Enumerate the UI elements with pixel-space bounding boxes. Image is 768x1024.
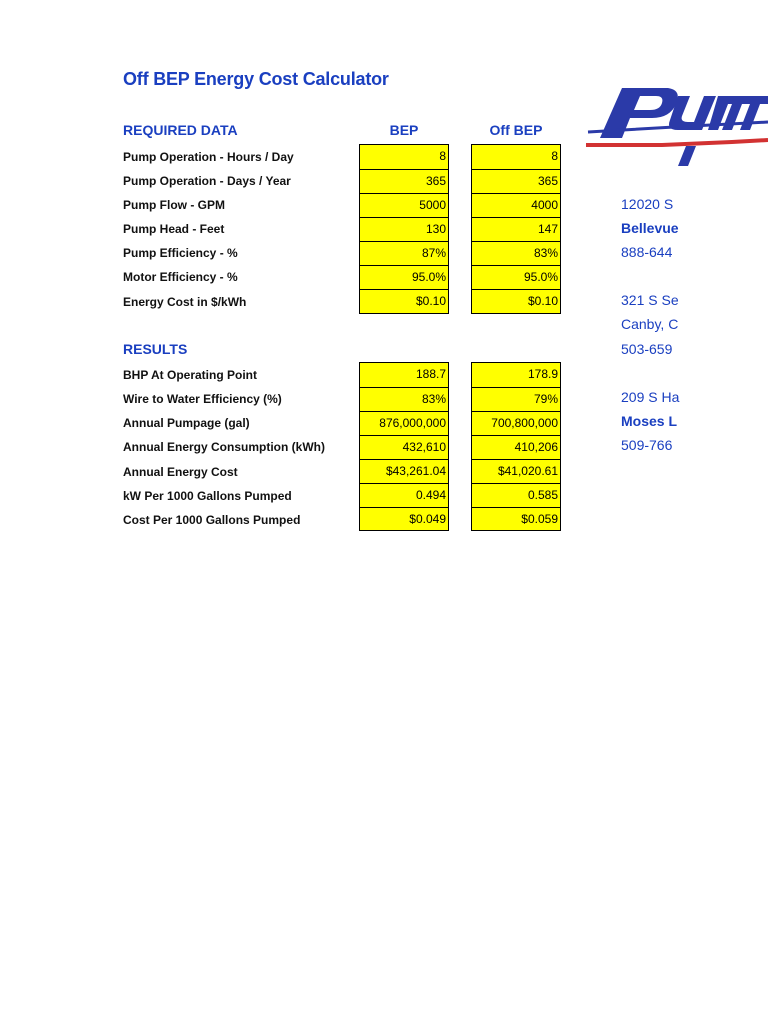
bep-annual-energy-cell: 432,610 [360,435,448,459]
bep-flow-cell[interactable]: 5000 [360,193,448,217]
bep-head-cell[interactable]: 130 [360,217,448,241]
off-bep-annual-cost-cell: $41,020.61 [472,459,560,483]
off-bep-head-cell[interactable]: 147 [472,217,560,241]
required-data-heading: REQUIRED DATA [123,122,238,138]
off-bep-flow-cell[interactable]: 4000 [472,193,560,217]
off-bep-input-column [471,144,561,314]
row-label: Pump Flow - GPM [123,198,225,212]
off-bep-bhp-cell: 178.9 [472,363,560,387]
address-1-line-2: Bellevue [621,220,679,236]
result-label: Annual Energy Cost [123,465,238,479]
off-bep-results-column [471,362,561,531]
address-3-phone: 509-766 [621,437,673,453]
off-bep-energy-cost-cell[interactable]: $0.10 [472,289,560,313]
bep-kw-per-1000-cell: 0.494 [360,483,448,507]
off-bep-motor-efficiency-cell[interactable]: 95.0% [472,265,560,289]
off-bep-hours-cell[interactable]: 8 [472,145,560,169]
result-label: BHP At Operating Point [123,368,258,382]
row-label: Pump Head - Feet [123,222,225,236]
address-2-phone: 503-659 [621,341,673,357]
bep-pump-efficiency-cell[interactable]: 87% [360,241,448,265]
bep-bhp-cell: 188.7 [360,363,448,387]
result-label: Annual Energy Consumption (kWh) [123,440,325,454]
bep-annual-pumpage-cell: 876,000,000 [360,411,448,435]
bep-days-cell[interactable]: 365 [360,169,448,193]
bep-motor-efficiency-cell[interactable]: 95.0% [360,265,448,289]
row-label: Energy Cost in $/kWh [123,295,247,309]
off-bep-annual-pumpage-cell: 700,800,000 [472,411,560,435]
off-bep-kw-per-1000-cell: 0.585 [472,483,560,507]
bep-column-header: BEP [389,122,419,138]
page-title: Off BEP Energy Cost Calculator [123,69,389,89]
bep-results-column [359,362,449,531]
address-1-phone: 888-644 [621,244,673,260]
result-label: Wire to Water Efficiency (%) [123,392,282,406]
company-logo-icon [582,82,768,172]
off-bep-cost-per-1000-cell: $0.059 [472,507,560,530]
bep-cost-per-1000-cell: $0.049 [360,507,448,530]
bep-annual-cost-cell: $43,261.04 [360,459,448,483]
result-label: Cost Per 1000 Gallons Pumped [123,513,301,527]
off-bep-days-cell[interactable]: 365 [472,169,560,193]
address-2-line-2: Canby, C [621,316,679,332]
result-label: kW Per 1000 Gallons Pumped [123,489,292,503]
off-bep-pump-efficiency-cell[interactable]: 83% [472,241,560,265]
off-bep-wire-to-water-cell: 79% [472,387,560,411]
off-bep-column-header: Off BEP [489,122,543,138]
result-label: Annual Pumpage (gal) [123,416,250,430]
off-bep-annual-energy-cell: 410,206 [472,435,560,459]
bep-wire-to-water-cell: 83% [360,387,448,411]
row-label: Pump Efficiency - % [123,246,238,260]
address-3-line-1: 209 S Ha [621,389,680,405]
address-2-line-1: 321 S Se [621,292,679,308]
row-label: Pump Operation - Days / Year [123,174,291,188]
bep-hours-cell[interactable]: 8 [360,145,448,169]
bep-input-column [359,144,449,314]
address-3-line-2: Moses L [621,413,678,429]
bep-energy-cost-cell[interactable]: $0.10 [360,289,448,313]
results-heading: RESULTS [123,341,188,357]
row-label: Pump Operation - Hours / Day [123,150,294,164]
row-label: Motor Efficiency - % [123,270,238,284]
address-1-line-1: 12020 S [621,196,674,212]
